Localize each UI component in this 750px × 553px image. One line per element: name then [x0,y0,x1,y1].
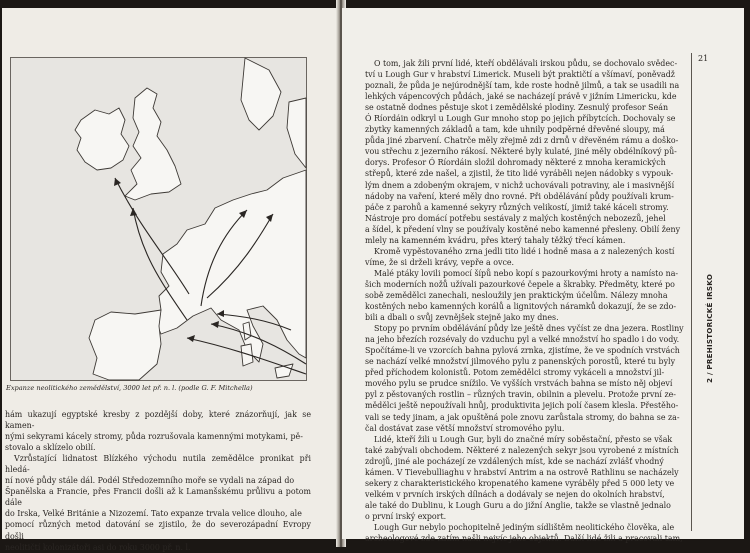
text-line: nými sekyrami kácely stromy, půda rozrušovala kamennými motykami, pě- [5,432,303,442]
text-line: zdrojů, jiné ale pocházejí ze vzdálených míst, kde se nachází zvlášť vhodný [365,456,664,466]
text-line: nádoby na vaření, které měly dno rovné. Při obdělávání půdy používali krum- [365,191,674,201]
text-line: kostěných nebo kamenných korálů a lignitových náramků dokazují, že se zdo- [365,302,677,312]
text-line: lým dnem a zdobeným okrajem, v nichž uchovávali potraviny, ale i masivnější [365,180,675,190]
map-illustration [11,58,306,380]
text-line: lehkých vápencových půdách, jaké se nacházejí právě v jižním Limericku, kde [365,92,677,102]
text-line: dorys. Profesor Ó Ríordáin složil dohromady některé z mnoha keramických [365,158,666,168]
text-line: zbytky kamenných základů a tam, kde uhnily podpěrné dřevěné sloupy, má [365,125,665,135]
text-line: víme, že si drželi krávy, vepře a ovce. [365,257,515,267]
text-line: mlely na kamenném kvádru, přes který tahaly těžký třecí kámen. [365,235,626,245]
text-line: hám ukazují egyptské kresby z pozdější doby, které znázorňují, jak se kamen- [5,410,311,431]
text-line: Ó Ríordáin odkryl u Lough Gur mnoho stop po jejich příbytcích. Dochovaly se [365,114,676,124]
left-page-text [5,409,311,553]
text-line: pomocí různých metod datování se zjistilo, že do severozápadní Evropy došli [5,520,311,541]
text-line: páče z parohů a kamenné sekyry různých velikostí, jimiž také káceli stromy. [365,202,669,212]
text-line: stovalo a sklízelo obilí. [5,443,96,453]
text-line: O tom, jak žili první lidé, kteří obdělávali irskou půdu, se dochovalo svědec- [374,59,678,68]
continent-outline [155,170,306,362]
text-line: mového pylu se prudce snížilo. Ve vyšších vrstvách bahna se místo něj objeví [365,379,673,389]
text-line: do Irska, Velké Británie a Nizozemí. Tato expanze trvala velice dlouho, ale [5,509,302,519]
scandinavia-outline [241,58,281,130]
text-line: Lidé, kteří žili u Lough Gur, byli do značné míry soběstační, přesto se však [374,434,673,444]
left-page [2,8,338,552]
text-line: na jeho březích rozsévaly do vzduchu pyl a velké množství ho spadlo i do vody. [365,335,680,345]
text-line: ale také do Dublinu, k Lough Guru a do jižní Anglie, takže se vlastně jednalo [365,500,671,510]
text-line: tví u Lough Gur v hrabství Limerick. Museli být praktičtí a všímaví, poněvadž [365,70,675,80]
text-line: Vzrůstající lidnatost Blízkého východu nutila zemědělce pronikat při hledá- [5,454,311,475]
text-line: také zabývali obchodem. Některé z nalezených sekyr jsou vyrobené z místních [365,445,679,455]
text-line: půda jiné zbarvení. Chatrče měly zřejmě zdi z drnů v dřevěném rámu a doško- [365,136,679,146]
neolithic-expansion-map [10,57,307,381]
britain-outline [125,88,181,200]
right-page [342,8,744,544]
text-line: o první irský export. [365,511,447,521]
text-line: Stopy po prvním obdělávání půdy lze ještě dnes vyčíst ze dna jezera. Rostliny [374,324,684,334]
page-number: 21 [698,54,709,63]
text-line: ní nové půdy stále dál. Podél Středozemního moře se vydali na západ do [5,476,295,486]
text-line: šich moderních nožů užívali pazourkové čepele a škrabky. Předměty, které po [365,279,675,289]
text-line: neolitičtí kolonizátoři asi do roku 3000 př. n. l. [5,542,191,552]
map-caption: Expanze neolitického zemědělství, 3000 let př. n. l. (podle G. F. Mitchella) [6,384,253,392]
text-line: střepů, které zde našel, a zjistil, že tito lidé vyráběli nejen nádobky s vypouk- [365,169,674,179]
text-line: vou střechu z jezerního rákosí. Některé byly kulaté, jiné měly obdélníkový pů- [365,147,677,157]
text-line: mědělci ještě nepoužívali hnůj, produktivita jejich polí časem klesla. Přestěho- [365,401,679,411]
text-line: sekery z charakteristického kropenatého kamene vyráběly před 5 000 lety ve [365,478,675,488]
running-head: 2 / PREHISTORICKÉ IRSKO [705,273,714,383]
text-line: před příchodem kolonistů. Potom zemědělci stromy vykáceli a množství jil- [365,368,665,378]
ireland-outline [75,108,129,170]
text-line: se nachází velké množství jilmového pylu z panenských porostů, které tu byly [365,357,676,367]
margin-rule [691,53,692,531]
text-line: Španělska a Francie, přes Francii došli až k Lamanšskému průlivu a potom dále [5,487,311,508]
right-page-text [365,58,685,544]
text-line: Lough Gur nebylo pochopitelně jediným sídlištěm neolitického člověka, ale [374,522,675,532]
text-line: kámen. V Tievebulliaghu v hrabství Antrim a na ostrově Rathlinu se nacházely [365,467,679,477]
text-line: pyl z pěstovaných rostlin – různých travin, obilnin a plevelu. Protože první ze- [365,390,676,400]
text-line: Malé ptáky lovili pomocí šípů nebo kopí s pazourkovými hroty a namísto na- [374,268,679,278]
text-line: poznali, že půda je nejúrodnější tam, kde roste hodně jilmů, a tak se usadili na [365,81,680,91]
text-line: vali se tedy jinam, a jak opuštěná pole znovu zarůstala stromy, do bahna se za- [365,412,680,422]
text-line: Spočítáme-li ve vzorcích bahna pylová zrnka, zjistíme, že ve spodních vrstvách [365,346,680,356]
iberia-outline [89,310,161,380]
text-line: a šídel, k předení vlny se používaly kostěné nebo kamenné přesleny. Obilí ženy [365,224,681,234]
text-line: Kromě vypěstovaného zrna jedli tito lidé i hodně masa a z nalezených kostí [374,246,675,256]
text-line: Nástroje pro domácí potřebu sestávaly z malých kostěných nebozezů, jehel [365,213,666,223]
text-line: sobě zemědělci zanechali, nesloužily jen praktickým účelům. Nálezy mnoha [365,290,668,300]
text-line: velkém v prvních irských dílnách a dodávaly se nejen do okolních hrabství, [365,489,665,499]
text-line: čal dostávat zase větší množství stromového pylu. [365,423,565,433]
text-line: bili a dbali o svůj zevnějšek stejně jako my dnes. [365,313,559,323]
text-line: archeologové zde zatím našli nejvíc jeho objektů. Další lidé žili a pracovali tam, [365,534,683,544]
text-line: se ostatně dodnes pěstuje skot i zemědělské plodiny. Zesnulý profesor Seán [365,103,669,113]
